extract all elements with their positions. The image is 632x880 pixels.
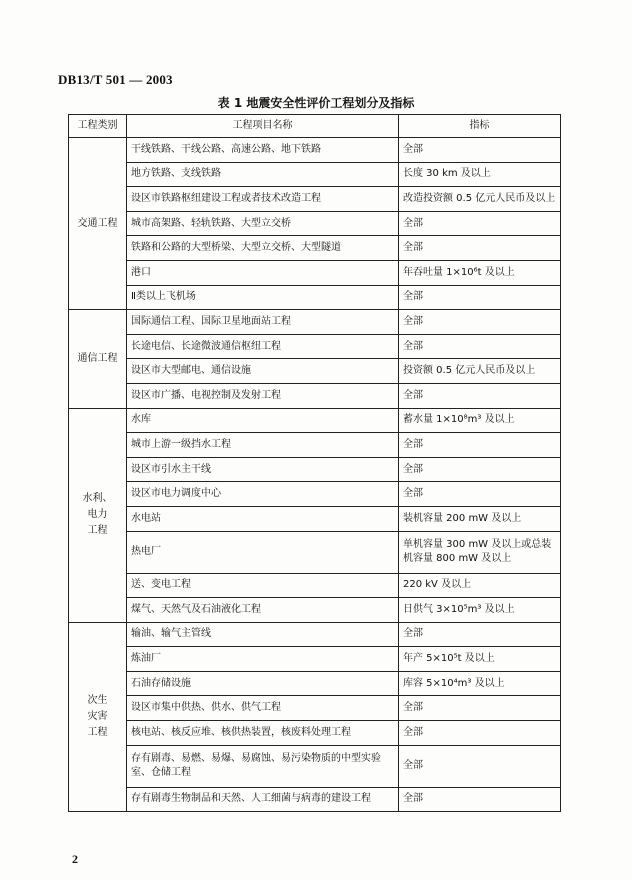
table-row	[69, 647, 561, 672]
item-cell: Ⅱ类以上飞机场	[127, 285, 399, 310]
indicator-cell: 全部	[399, 433, 561, 458]
page-number: 2	[72, 852, 78, 866]
item-cell: 设区市大型邮电、通信设施	[127, 359, 399, 384]
indicator-cell: 装机容量 200 mW 及以上	[399, 506, 561, 531]
item-cell: 石油存储设施	[127, 671, 399, 696]
item-cell: 城市高架路、轻轨铁路、大型立交桥	[127, 211, 399, 236]
indicator-cell: 长度 30 km 及以上	[399, 162, 561, 187]
table-row	[69, 787, 561, 812]
item-cell: 设区市铁路枢纽建设工程或者技术改造工程	[127, 187, 399, 212]
table-row	[69, 745, 561, 787]
table-row	[69, 531, 561, 573]
item-cell: 核电站、核反应堆、核供热装置，核废料处理工程	[127, 721, 399, 746]
table-row	[69, 359, 561, 384]
table-row	[69, 408, 561, 433]
item-cell: 存有剧毒、易燃、易爆、易腐蚀、易污染物质的中型实验室、仓储工程	[127, 745, 399, 787]
table-row	[69, 598, 561, 623]
table-row	[69, 285, 561, 310]
table-row	[69, 482, 561, 507]
item-cell: 设区市集中供热、供水、供气工程	[127, 696, 399, 721]
indicator-cell: 年产 5×10⁵t 及以上	[399, 647, 561, 672]
item-cell: 设区市电力调度中心	[127, 482, 399, 507]
table-row	[69, 622, 561, 647]
table-row	[69, 334, 561, 359]
item-cell: 输油、输气主管线	[127, 622, 399, 647]
item-cell: 设区市引水主干线	[127, 457, 399, 482]
indicator-cell: 库容 5×10⁴m³ 及以上	[399, 671, 561, 696]
item-cell: 铁路和公路的大型桥梁、大型立交桥、大型隧道	[127, 236, 399, 261]
table-row	[69, 696, 561, 721]
item-cell: 热电厂	[127, 531, 399, 573]
table-row	[69, 721, 561, 746]
category-cell: 通信工程	[69, 310, 127, 408]
indicator-cell: 全部	[399, 482, 561, 507]
indicator-cell: 年吞吐量 1×10⁶t 及以上	[399, 260, 561, 285]
column-header-category: 工程类别	[69, 115, 127, 138]
table-row	[69, 433, 561, 458]
table-row	[69, 211, 561, 236]
item-cell: 干线铁路、干线公路、高速公路、地下铁路	[127, 138, 399, 163]
indicator-cell: 全部	[399, 721, 561, 746]
item-cell: 煤气、天然气及石油液化工程	[127, 598, 399, 623]
table-row	[69, 573, 561, 598]
indicator-cell: 全部	[399, 236, 561, 261]
item-cell: 港口	[127, 260, 399, 285]
indicator-cell: 全部	[399, 383, 561, 408]
category-cell: 交通工程	[69, 138, 127, 310]
item-cell: 水库	[127, 408, 399, 433]
item-cell: 水电站	[127, 506, 399, 531]
item-cell: 城市上游一级挡水工程	[127, 433, 399, 458]
indicator-cell: 全部	[399, 622, 561, 647]
category-cell: 次生 灾害 工程	[69, 622, 127, 812]
table-row	[69, 187, 561, 212]
indicator-cell: 全部	[399, 457, 561, 482]
table-row	[69, 138, 561, 163]
column-header-indicator: 指标	[399, 115, 561, 138]
document-code: DB13/T 501 — 2003	[58, 72, 173, 87]
table-header-row	[69, 115, 561, 138]
indicator-cell: 全部	[399, 334, 561, 359]
indicator-cell: 蓄水量 1×10⁸m³ 及以上	[399, 408, 561, 433]
indicator-cell: 全部	[399, 745, 561, 787]
item-cell: 国际通信工程、国际卫星地面站工程	[127, 310, 399, 335]
indicator-cell: 全部	[399, 285, 561, 310]
indicator-cell: 全部	[399, 310, 561, 335]
item-cell: 炼油厂	[127, 647, 399, 672]
indicator-cell: 改造投资额 0.5 亿元人民币及以上	[399, 187, 561, 212]
table-row	[69, 457, 561, 482]
table-body	[69, 138, 561, 812]
item-cell: 地方铁路、支线铁路	[127, 162, 399, 187]
item-cell: 送、变电工程	[127, 573, 399, 598]
indicator-cell: 全部	[399, 787, 561, 812]
column-header-item: 工程项目名称	[127, 115, 399, 138]
item-cell: 长途电信、长途微波通信枢纽工程	[127, 334, 399, 359]
indicator-cell: 220 kV 及以上	[399, 573, 561, 598]
indicator-cell: 单机容量 300 mW 及以上或总装机容量 800 mW 及以上	[399, 531, 561, 573]
indicator-cell: 投资额 0.5 亿元人民币及以上	[399, 359, 561, 384]
indicator-cell: 日供气 3×10⁵m³ 及以上	[399, 598, 561, 623]
table-row	[69, 310, 561, 335]
table-row	[69, 671, 561, 696]
indicator-cell: 全部	[399, 138, 561, 163]
table-row	[69, 236, 561, 261]
engineering-classification-table	[68, 114, 561, 812]
table-row	[69, 162, 561, 187]
table-row	[69, 260, 561, 285]
table-row	[69, 383, 561, 408]
indicator-cell: 全部	[399, 696, 561, 721]
item-cell: 设区市广播、电视控制及发射工程	[127, 383, 399, 408]
indicator-cell: 全部	[399, 211, 561, 236]
item-cell: 存有剧毒生物制品和天然、人工细菌与病毒的建设工程	[127, 787, 399, 812]
table-title: 表 1 地震安全性评价工程划分及指标	[217, 96, 415, 110]
category-cell: 水利、 电力 工程	[69, 408, 127, 622]
table-row	[69, 506, 561, 531]
